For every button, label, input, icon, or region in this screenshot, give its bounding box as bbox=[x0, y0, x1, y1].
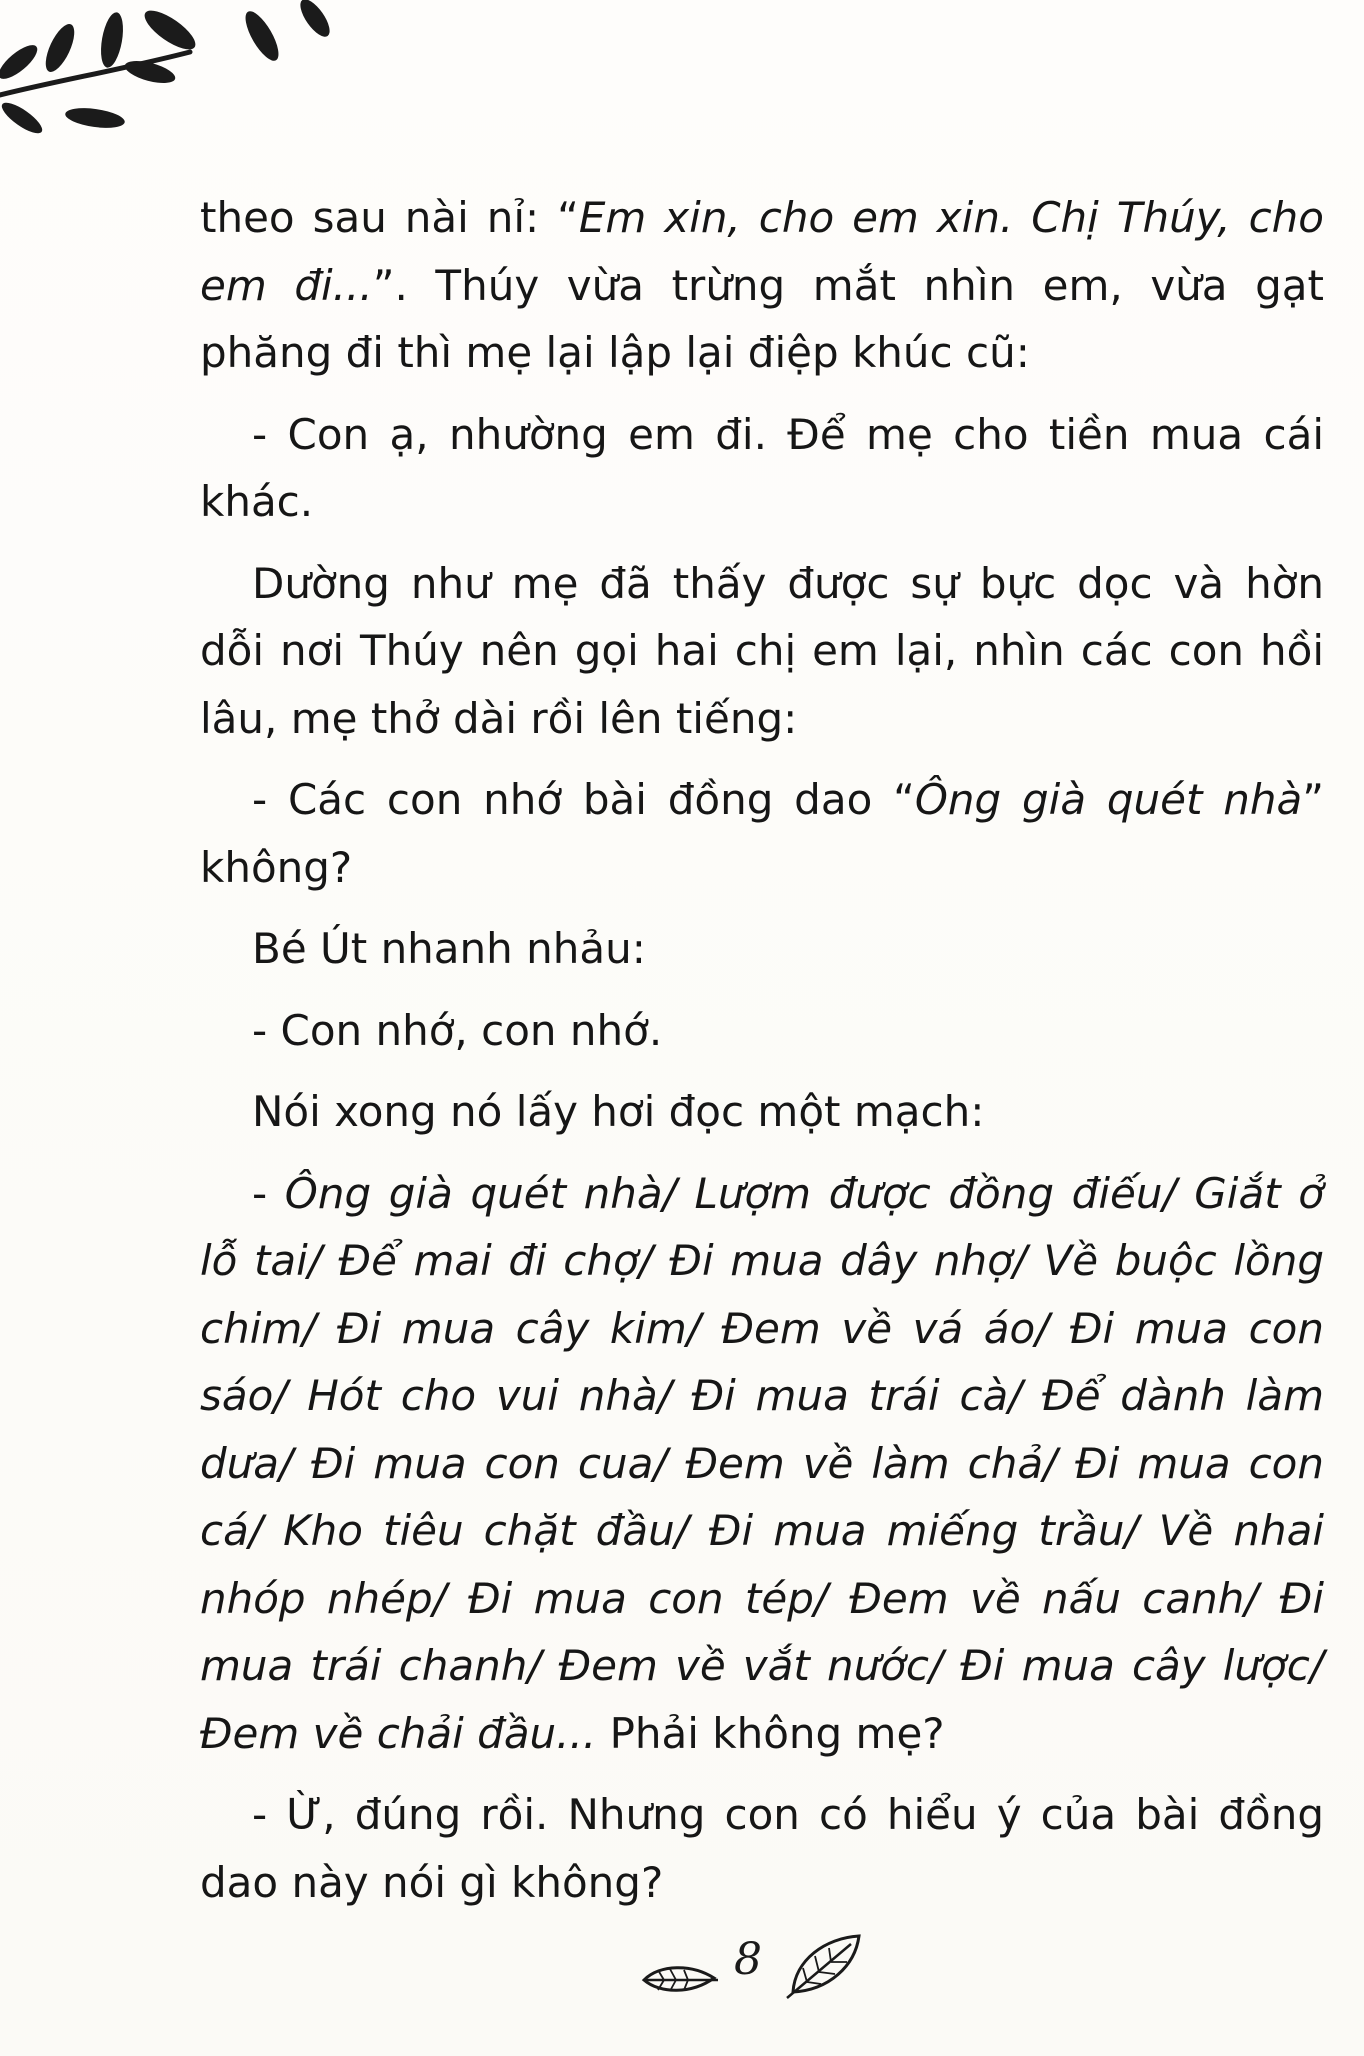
page-number: 8 bbox=[734, 1934, 762, 1985]
text-run: theo sau nài nỉ: “ bbox=[200, 193, 579, 242]
text-run: - Các con nhớ bài đồng dao “ bbox=[252, 775, 915, 824]
paragraph bbox=[200, 766, 1324, 901]
text-run: Dường như mẹ đã thấy được sự bực dọc và hờn dỗi nơi Thúy nên gọi hai chị em lại, nhìn các con hồi lâu, mẹ thở dài rồi lên tiếng: bbox=[200, 558, 1324, 743]
italic-text: Ông già quét nhà/ Lượm được đồng điếu/ Giắt ở lỗ tai/ Để mai đi chợ/ Đi mua dây nhợ/ Về buộc lồng chim/ Đi mua cây kim/ Đem về vá áo/ Đi mua con sáo/ Hót cho vui nhà/ Đi mua trái cà/ Để dành làm dưa/ Đi mua con cua/ Đem về làm chả/ Đi mua con cá/ Kho tiêu chặt đầu/ Đi mua miếng trầu/ Về nhai nhóp nhép/ Đi mua con tép/ Đem về nấu canh/ Đi mua trái chanh/ Đem về vắt nước/ Đi mua cây lược/ Đem về chải đầu... bbox=[200, 1168, 1324, 1758]
text-run: - Con nhớ, con nhớ. bbox=[252, 1005, 663, 1055]
text-run: Nói xong nó lấy hơi đọc một mạch: bbox=[252, 1087, 985, 1136]
paragraph bbox=[200, 997, 1324, 1065]
paragraph bbox=[200, 1078, 1324, 1146]
leaf-branch-icon bbox=[0, 0, 360, 150]
leaf-outline-icon bbox=[640, 1960, 720, 2000]
paragraph bbox=[200, 915, 1324, 983]
text-run: - bbox=[252, 1168, 285, 1218]
italic-text: Ông già quét nhà bbox=[914, 775, 1303, 824]
paragraph bbox=[200, 550, 1324, 753]
text-run: ” không? bbox=[200, 775, 1324, 892]
text-run: ”. Thúy vừa trừng mắt nhìn em, vừa gạt phăng đi thì mẹ lại lập lại điệp khúc cũ: bbox=[200, 260, 1324, 377]
paragraph bbox=[200, 184, 1324, 387]
text-run: - Ừ, đúng rồi. Nhưng con có hiểu ý của bài đồng dao này nói gì không? bbox=[200, 1790, 1324, 1907]
text-run: Phải không mẹ? bbox=[596, 1708, 945, 1758]
paragraph bbox=[200, 401, 1324, 536]
text-run: Bé Út nhanh nhảu: bbox=[252, 924, 646, 973]
italic-text: Em xin, cho em xin. Chị Thúy, cho em đi... bbox=[200, 193, 1324, 310]
paragraph bbox=[200, 1160, 1324, 1768]
paragraph bbox=[200, 1781, 1324, 1916]
text-run: - Con ạ, nhường em đi. Để mẹ cho tiền mua cái khác. bbox=[200, 409, 1324, 526]
leaf-outline-icon bbox=[785, 1930, 865, 2000]
page-footer bbox=[0, 1930, 1364, 2010]
body-text bbox=[200, 184, 1324, 1930]
